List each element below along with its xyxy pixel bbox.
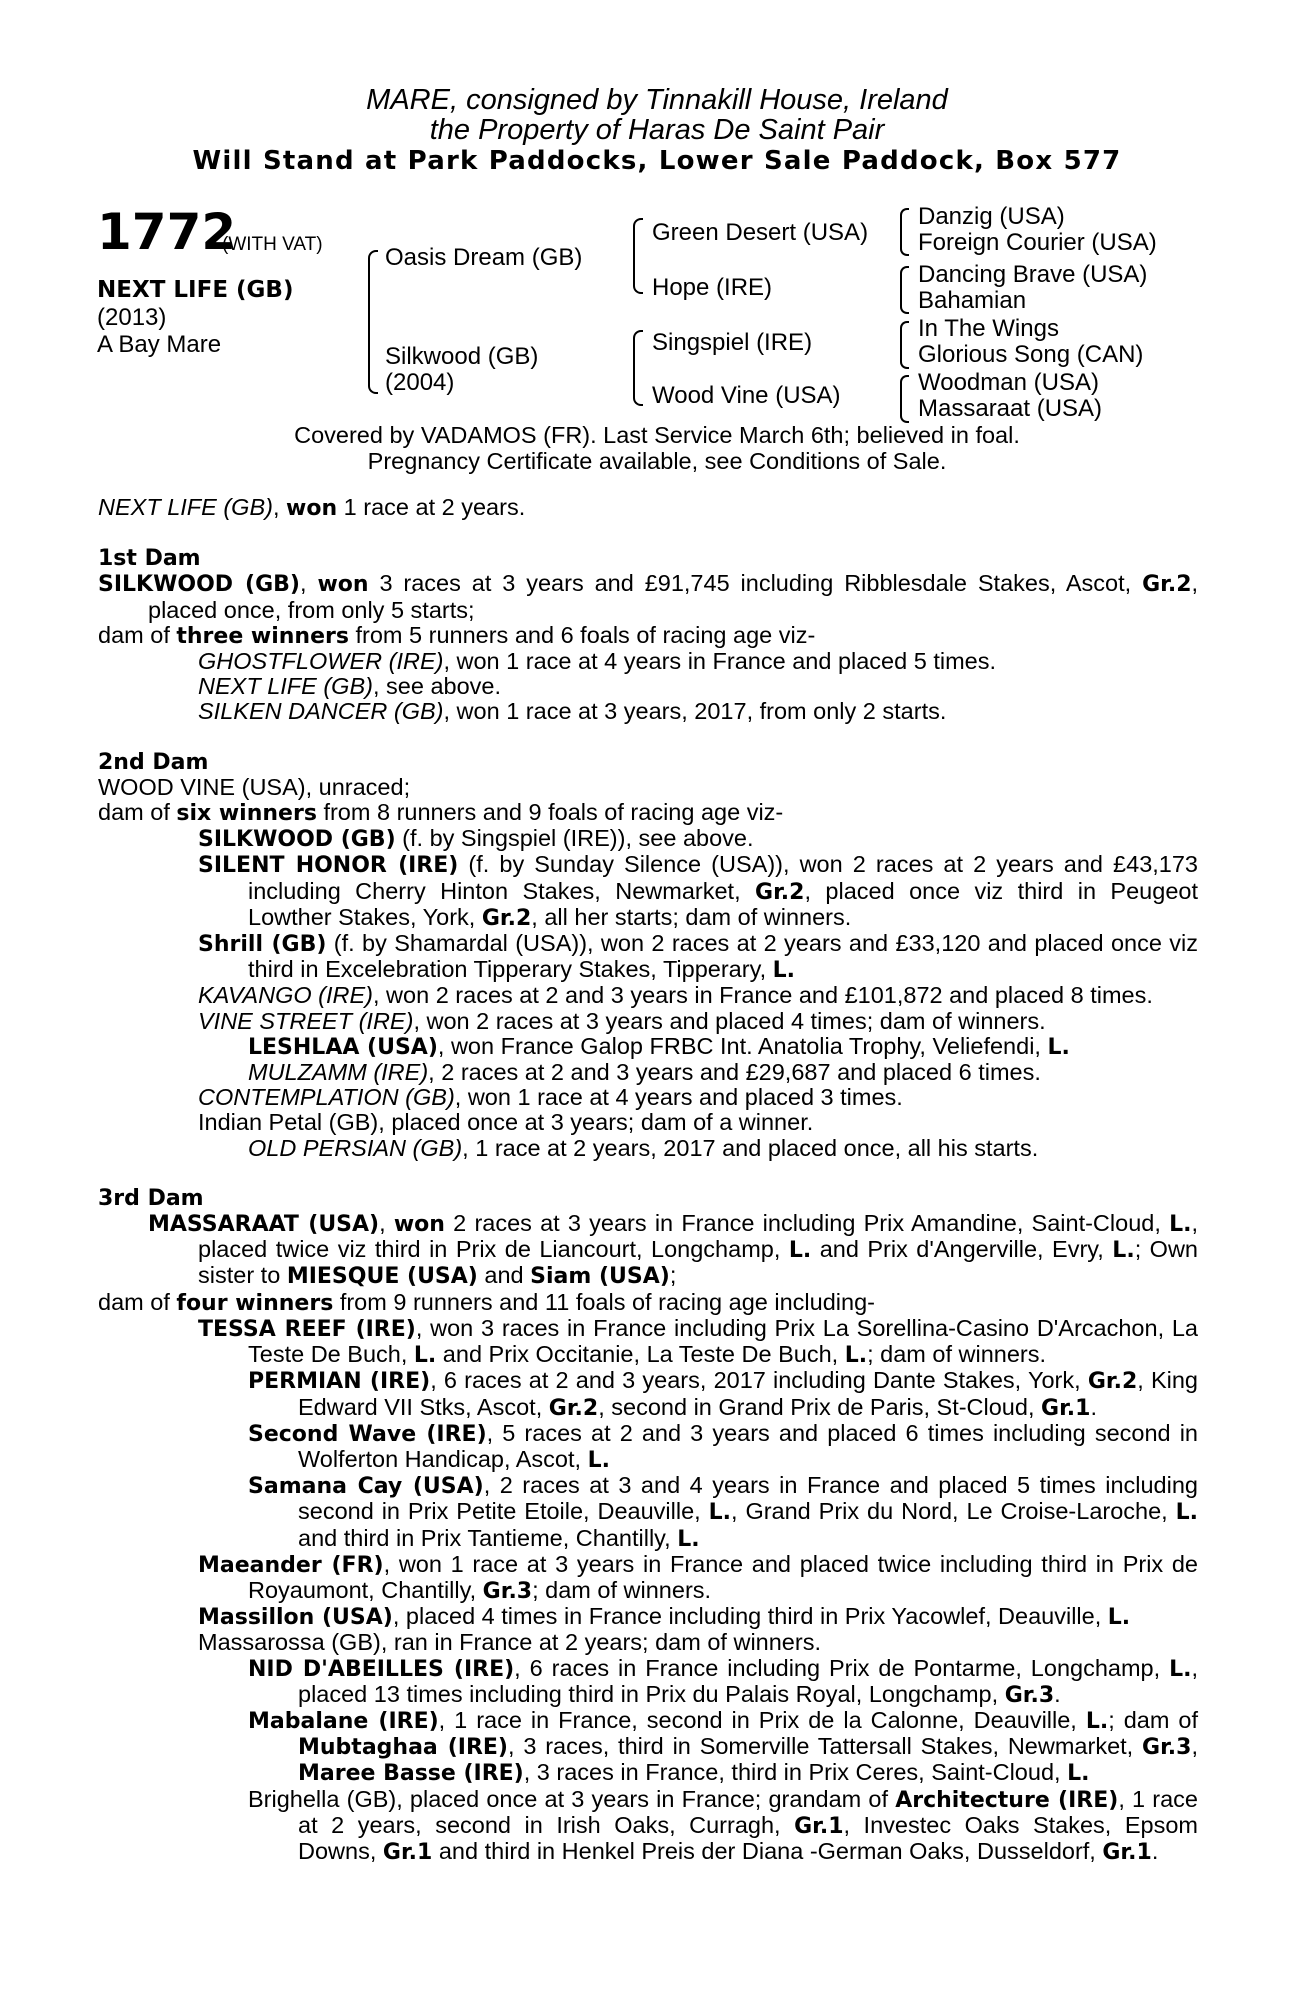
pedigree-sire-sire: Green Desert (USA) bbox=[652, 219, 869, 246]
produce-item: CONTEMPLATION (GB), won 1 race at 4 years and placed 3 times. bbox=[198, 1084, 903, 1111]
horse-name: NEXT LIFE (GB) bbox=[97, 277, 294, 303]
pedigree-sire: Oasis Dream (GB) bbox=[385, 244, 583, 271]
pedigree-ddd: Massaraat (USA) bbox=[918, 395, 1103, 422]
second-dam-produce-summary: dam of six winners from 8 runners and 9 foals of racing age viz- bbox=[98, 799, 784, 827]
produce-item: Samana Cay (USA), 2 races at 3 and 4 years in France and placed 5 times including second in Prix Petite Etoile, Deauville, L., Grand Prix du Nord, Le Croise-Laroche, L. and third in Prix Tantieme, Chantilly, L. bbox=[248, 1472, 1199, 1552]
produce-item: VINE STREET (IRE), won 2 races at 3 years and placed 4 times; dam of winners. bbox=[198, 1007, 1046, 1034]
produce-item: SILKEN DANCER (GB), won 1 race at 3 years, 2017, from only 2 starts. bbox=[198, 698, 947, 725]
pedigree-dam-dam: Wood Vine (USA) bbox=[652, 382, 841, 409]
pedigree-dds: Woodman (USA) bbox=[918, 369, 1099, 396]
vat-note: (WITH VAT) bbox=[222, 234, 323, 255]
third-dam-entry: MASSARAAT (USA), won 2 races at 3 years in France including Prix Amandine, Saint-Cloud, L., placed twice viz third in Prix de Liancourt, Longchamp, L. and Prix d'Angerville, Evry, L.; Own sister to MIESQUE (USA) and Siam (USA); bbox=[148, 1210, 1198, 1290]
produce-item: TESSA REEF (IRE), won 3 races in France including Prix La Sorellina-Casino D'Arcachon, La Teste De Buch, L. and Prix Occitanie, La Teste De Buch, L.; dam of winners. bbox=[198, 1314, 1198, 1369]
produce-item: OLD PERSIAN (GB), 1 race at 2 years, 2017 and placed once, all his starts. bbox=[248, 1134, 1039, 1161]
pedigree-brace bbox=[900, 321, 909, 369]
intro-line: NEXT LIFE (GB), won 1 race at 2 years. bbox=[98, 494, 526, 521]
pedigree-dam-sire: Singspiel (IRE) bbox=[652, 329, 813, 356]
produce-item: Mabalane (IRE), 1 race in France, second in Prix de la Calonne, Deauville, L.; dam of Mubtaghaa (IRE), 3 races, third in Somerville Tattersall Stakes, Newmarket, Gr.3, Maree Basse (IRE), 3 races in France, third in Prix Ceres, Saint-Cloud, L. bbox=[248, 1706, 1198, 1787]
pedigree-brace bbox=[633, 330, 643, 406]
first-dam-produce-summary: dam of three winners from 5 runners and 6 foals of racing age viz- bbox=[98, 621, 816, 649]
produce-record bbox=[98, 495, 1198, 1865]
produce-item: Indian Petal (GB), placed once at 3 years; dam of a winner. bbox=[198, 1109, 814, 1136]
first-dam-heading: 1st Dam bbox=[98, 546, 201, 572]
produce-item: Massarossa (GB), ran in France at 2 years; dam of winners. bbox=[198, 1629, 821, 1656]
pedigree-brace bbox=[900, 375, 909, 423]
produce-item: Massillon (USA), placed 4 times in France including third in Prix Yacowlef, Deauville, L. bbox=[198, 1603, 1131, 1631]
lot-number: 1772 bbox=[97, 203, 237, 261]
pedigree-sss: Danzig (USA) bbox=[918, 203, 1065, 230]
produce-item: NEXT LIFE (GB), see above. bbox=[198, 673, 502, 700]
pedigree-dsd: Glorious Song (CAN) bbox=[918, 341, 1144, 368]
produce-item: PERMIAN (IRE), 6 races at 2 and 3 years, 2017 including Dante Stakes, York, Gr.2, King Edward VII Stks, Ascot, Gr.2, second in Grand Prix de Paris, St-Cloud, Gr.1. bbox=[248, 1367, 1198, 1421]
second-dam-entry: WOOD VINE (USA), unraced; bbox=[98, 773, 411, 800]
pedigree-brace bbox=[368, 250, 378, 394]
produce-item: Brighella (GB), placed once at 3 years in France; grandam of Architecture (IRE), 1 race at 2 years, second in Irish Oaks, Curragh, Gr.1, Investec Oaks Stakes, Epsom Downs, Gr.1 and third in Henkel Preis der Diana -German Oaks, Dusseldorf, Gr.1. bbox=[248, 1785, 1198, 1865]
second-dam-heading: 2nd Dam bbox=[98, 749, 209, 775]
third-dam-heading: 3rd Dam bbox=[98, 1185, 204, 1211]
produce-item: Second Wave (IRE), 5 races at 2 and 3 years and placed 6 times including second in Wolferton Handicap, Ascot, L. bbox=[248, 1419, 1198, 1473]
produce-item: Shrill (GB) (f. by Shamardal (USA)), won 2 races at 2 years and £33,120 and placed once viz third in Excelebration Tipperary Stakes, Tipperary, L. bbox=[198, 930, 1198, 984]
covering-note: Covered by VADAMOS (FR). Last Service March 6th; believed in foal. bbox=[294, 422, 1020, 448]
consignor-line: MARE, consigned by Tinnakill House, Ireland bbox=[366, 84, 948, 116]
property-line: the Property of Haras De Saint Pair bbox=[429, 114, 885, 146]
first-dam-entry: SILKWOOD (GB), won 3 races at 3 years and £91,745 including Ribblesdale Stakes, Ascot, Gr.2, placed once, from only 5 starts; bbox=[98, 570, 1199, 623]
produce-item: MULZAMM (IRE), 2 races at 2 and 3 years and £29,687 and placed 6 times. bbox=[248, 1059, 1041, 1086]
horse-description: A Bay Mare bbox=[97, 331, 222, 358]
pedigree-sire-dam: Hope (IRE) bbox=[652, 274, 773, 301]
pregnancy-note: Pregnancy Certificate available, see Conditions of Sale. bbox=[367, 448, 947, 474]
pedigree-brace bbox=[900, 266, 909, 314]
produce-item: GHOSTFLOWER (IRE), won 1 race at 4 years in France and placed 5 times. bbox=[198, 648, 996, 675]
foaling-year: (2013) bbox=[97, 304, 167, 331]
produce-item: SILENT HONOR (IRE) (f. by Sunday Silence (USA)), won 2 races at 2 years and £43,173 including Cherry Hinton Stakes, Newmarket, Gr.2, placed once viz third in Peugeot Lowther Stakes, York, Gr.2, all her starts; dam of winners. bbox=[198, 851, 1199, 931]
pedigree-dam-year: (2004) bbox=[385, 369, 455, 396]
pedigree-sdd: Bahamian bbox=[918, 287, 1027, 314]
pedigree-ssd: Foreign Courier (USA) bbox=[918, 229, 1157, 256]
pedigree-brace bbox=[633, 218, 643, 294]
produce-item: NID D'ABEILLES (IRE), 6 races in France including Prix de Pontarme, Longchamp, L., placed 13 times including third in Prix du Palais Royal, Longchamp, Gr.3. bbox=[248, 1654, 1198, 1708]
pedigree-dss: In The Wings bbox=[918, 315, 1059, 342]
produce-item: LESHLAA (USA), won France Galop FRBC Int. Anatolia Trophy, Veliefendi, L. bbox=[248, 1032, 1070, 1060]
pedigree-sds: Dancing Brave (USA) bbox=[918, 261, 1148, 288]
produce-item: Maeander (FR), won 1 race at 3 years in France and placed twice including third in Prix de Royaumont, Chantilly, Gr.3; dam of winners. bbox=[198, 1550, 1198, 1604]
produce-item: KAVANGO (IRE), won 2 races at 2 and 3 years in France and £101,872 and placed 8 times. bbox=[198, 982, 1153, 1009]
pedigree-brace bbox=[900, 208, 909, 256]
pedigree-dam: Silkwood (GB) bbox=[385, 343, 539, 370]
stabling-line: Will Stand at Park Paddocks, Lower Sale Paddock, Box 577 bbox=[192, 146, 1122, 176]
third-dam-produce-summary: dam of four winners from 9 runners and 11 foals of racing age including- bbox=[98, 1288, 875, 1316]
produce-item: SILKWOOD (GB) (f. by Singspiel (IRE)), see above. bbox=[198, 825, 754, 853]
